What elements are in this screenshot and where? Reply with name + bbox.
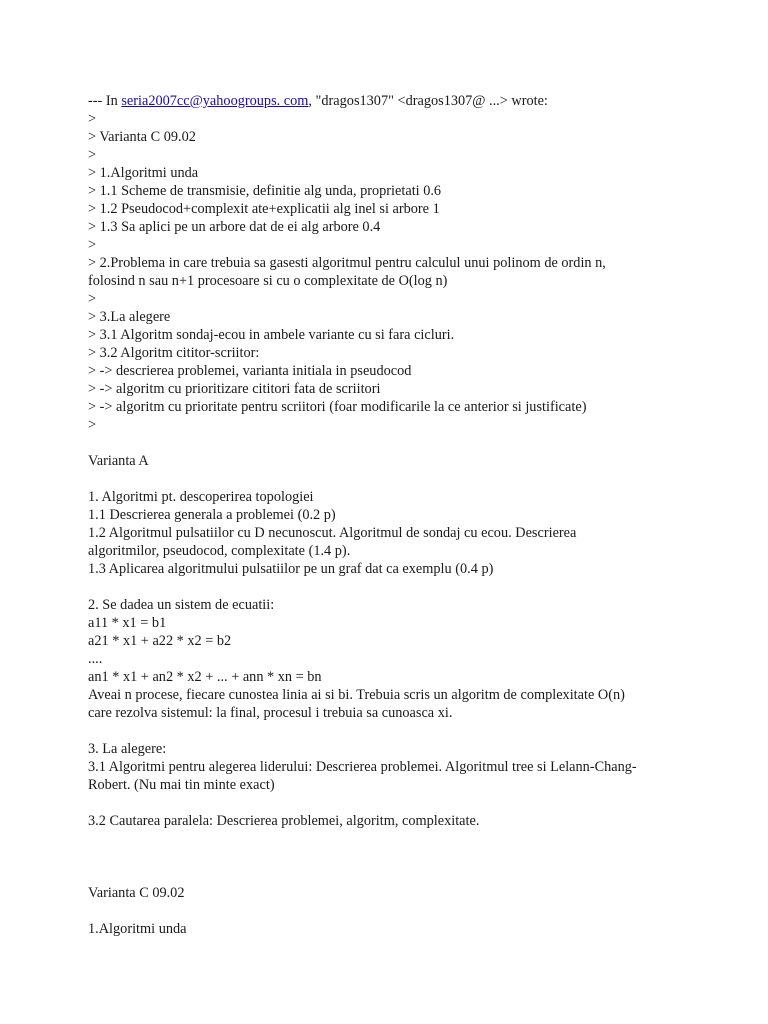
quoted-line: > Varianta C 09.02 xyxy=(88,129,196,145)
quoted-line: > 3.2 Algoritm cititor-scriitor: xyxy=(88,345,260,361)
spacer xyxy=(88,470,688,488)
variant-a-s2-line: a21 * x1 + a22 * x2 = b2 xyxy=(88,633,232,649)
quoted-line: > 1.Algoritmi unda xyxy=(88,165,199,181)
document-body xyxy=(88,92,688,938)
variant-a-s3-2-line: 3.2 Cautarea paralela: Descrierea problemei, algoritm, complexitate. xyxy=(88,813,480,829)
quoted-line: > xyxy=(88,291,97,307)
header-prefix: --- In xyxy=(88,93,122,109)
header-suffix: , "dragos1307" <dragos1307@ ...> wrote: xyxy=(308,93,548,109)
quoted-line: > 3.La alegere xyxy=(88,309,171,325)
email-link[interactable]: seria2007cc@yahoogroups. com xyxy=(121,93,309,109)
variant-a-title: Varianta A xyxy=(88,453,149,469)
variant-a-s3-line: 3.1 Algoritmi pentru alegerea liderului: Descrierea problemei. Algoritmul tree si Lelann-Chang- xyxy=(88,759,637,775)
variant-a-s2-line: an1 * x1 + an2 * x2 + ... + ann * xn = bn xyxy=(88,669,322,685)
variant-a-s2-line: 2. Se dadea un sistem de ecuatii: xyxy=(88,597,275,613)
quoted-line: > 1.1 Scheme de transmisie, definitie alg unda, proprietati 0.6 xyxy=(88,183,442,199)
variant-a-s1-line: 1.3 Aplicarea algoritmului pulsatiilor pe un graf dat ca exemplu (0.4 p) xyxy=(88,561,494,577)
spacer xyxy=(88,578,688,596)
quoted-line: > xyxy=(88,111,97,127)
quoted-line: > -> algoritm cu prioritizare cititori fata de scriitori xyxy=(88,381,381,397)
quoted-line: > 1.2 Pseudocod+complexit ate+explicatii alg inel si arbore 1 xyxy=(88,201,440,217)
variant-c-item: 1.Algoritmi unda xyxy=(88,921,187,937)
quoted-line: > -> descrierea problemei, varianta initiala in pseudocod xyxy=(88,363,412,379)
quoted-line: > 3.1 Algoritm sondaj-ecou in ambele variante cu si fara cicluri. xyxy=(88,327,455,343)
spacer xyxy=(88,902,688,920)
variant-a-s2-line: Aveai n procese, fiecare cunostea linia ai si bi. Trebuia scris un algoritm de complexitate O(n) xyxy=(88,687,625,703)
quoted-line: > xyxy=(88,237,97,253)
variant-a-s2-line: care rezolva sistemul: la final, procesul i trebuia sa cunoasca xi. xyxy=(88,705,453,721)
variant-a-s3-line: 3. La alegere: xyxy=(88,741,167,757)
variant-c-title: Varianta C 09.02 xyxy=(88,885,185,901)
variant-a-s1-line: 1.1 Descrierea generala a problemei (0.2 p) xyxy=(88,507,336,523)
variant-a-s2-line: a11 * x1 = b1 xyxy=(88,615,167,631)
spacer xyxy=(88,434,688,452)
quoted-line: > 1.3 Sa aplici pe un arbore dat de ei alg arbore 0.4 xyxy=(88,219,381,235)
quoted-line: > xyxy=(88,147,97,163)
quoted-line: > xyxy=(88,417,97,433)
spacer xyxy=(88,830,688,884)
spacer xyxy=(88,794,688,812)
spacer xyxy=(88,722,688,740)
quoted-line: > -> algoritm cu prioritate pentru scriitori (foar modificarile la ce anterior si justificate) xyxy=(88,399,587,415)
variant-a-s3-line: Robert. (Nu mai tin minte exact) xyxy=(88,777,275,793)
variant-a-s2-line: .... xyxy=(88,651,103,667)
variant-a-s1-line: 1.2 Algoritmul pulsatiilor cu D necunoscut. Algoritmul de sondaj cu ecou. Descrierea xyxy=(88,525,577,541)
variant-a-s1-line: algoritmilor, pseudocod, complexitate (1.4 p). xyxy=(88,543,351,559)
quoted-line: > 2.Problema in care trebuia sa gasesti algoritmul pentru calculul unui polinom de ordin n, xyxy=(88,255,606,271)
quoted-line: folosind n sau n+1 procesoare si cu o complexitate de O(log n) xyxy=(88,273,448,289)
variant-a-s1-line: 1. Algoritmi pt. descoperirea topologiei xyxy=(88,489,314,505)
email-header-line xyxy=(88,92,688,110)
